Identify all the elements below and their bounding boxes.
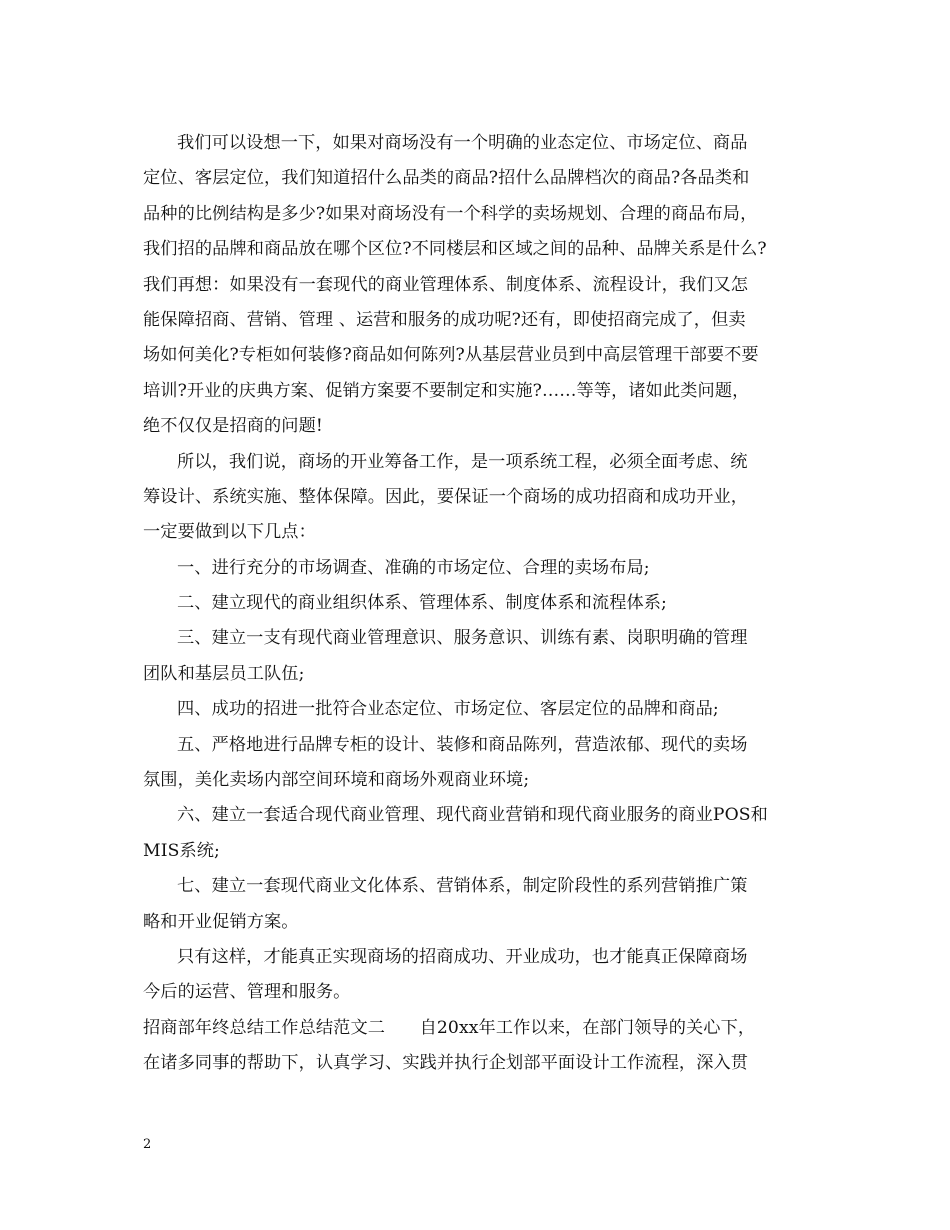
- text-line: 筹设计、系统实施、整体保障。因此，要保证一个商场的成功招商和成功开业，: [143, 486, 749, 507]
- list-item: 七、建立一套现代商业文化体系、营销体系，制定阶段性的系列营销推广策: [177, 876, 748, 897]
- page-number: 2: [143, 1137, 152, 1152]
- list-item: 一、进行充分的市场调查、准确的市场定位、合理的卖场布局;: [177, 557, 650, 578]
- text-line: 场如何美化?专柜如何装修?商品如何陈列?从基层营业员到中高层管理干部要不要: [143, 345, 759, 366]
- text-line: MIS系统;: [143, 840, 220, 861]
- text-line: 一定要做到以下几点：: [143, 522, 316, 543]
- text-line: 今后的运营、管理和服务。: [143, 982, 351, 1003]
- text-line: 品种的比例结构是多少?如果对商场没有一个科学的卖场规划、合理的商品布局，: [143, 203, 758, 224]
- text-line: 团队和基层员工队伍;: [143, 663, 305, 684]
- text-line: 我们招的品牌和商品放在哪个区位?不同楼层和区域之间的品种、品牌关系是什么?: [143, 239, 767, 260]
- list-item: 五、严格地进行品牌专柜的设计、装修和商品陈列，营造浓郁、现代的卖场: [177, 734, 748, 755]
- text-line: 氛围，美化卖场内部空间环境和商场外观商业环境;: [143, 770, 530, 791]
- text-line: 只有这样，才能真正实现商场的招商成功、开业成功，也才能真正保障商场: [177, 946, 748, 967]
- text-line: 我们再想：如果没有一套现代的商业管理体系、制度体系、流程设计，我们又怎: [143, 274, 749, 295]
- section-heading-line: 招商部年终总结工作总结范文二 自20xx年工作以来，在部门领导的关心下，: [143, 1017, 756, 1038]
- text-line: 略和开业促销方案。: [143, 911, 299, 932]
- list-item: 四、成功的招进一批符合业态定位、市场定位、客层定位的品牌和商品;: [177, 699, 719, 720]
- list-item: 六、建立一套适合现代商业管理、现代商业营销和现代商业服务的商业POS和: [177, 805, 768, 826]
- document-body: [143, 126, 818, 1082]
- text-line: 能保障招商、营销、管理 、运营和服务的成功呢?还有，即使招商完成了，但卖: [143, 309, 746, 330]
- text-line: 绝不仅仅是招商的问题!: [143, 416, 323, 437]
- list-item: 三、建立一支有现代商业管理意识、服务意识、训练有素、岗职明确的管理: [177, 628, 748, 649]
- list-item: 二、建立现代的商业组织体系、管理体系、制度体系和流程体系;: [177, 593, 667, 614]
- text-line: 定位、客层定位，我们知道招什么品类的商品?招什么品牌档次的商品?各品类和: [143, 168, 750, 189]
- text-line: 我们可以设想一下，如果对商场没有一个明确的业态定位、市场定位、商品: [177, 133, 748, 153]
- text-line: 所以，我们说，商场的开业筹备工作，是一项系统工程，必须全面考虑、统: [177, 451, 748, 472]
- text-line: 在诸多同事的帮助下，认真学习、实践并执行企划部平面设计工作流程，深入贯: [143, 1053, 749, 1074]
- text-line: 培训?开业的庆典方案、促销方案要不要制定和实施?……等等，诸如此类问题，: [143, 380, 750, 401]
